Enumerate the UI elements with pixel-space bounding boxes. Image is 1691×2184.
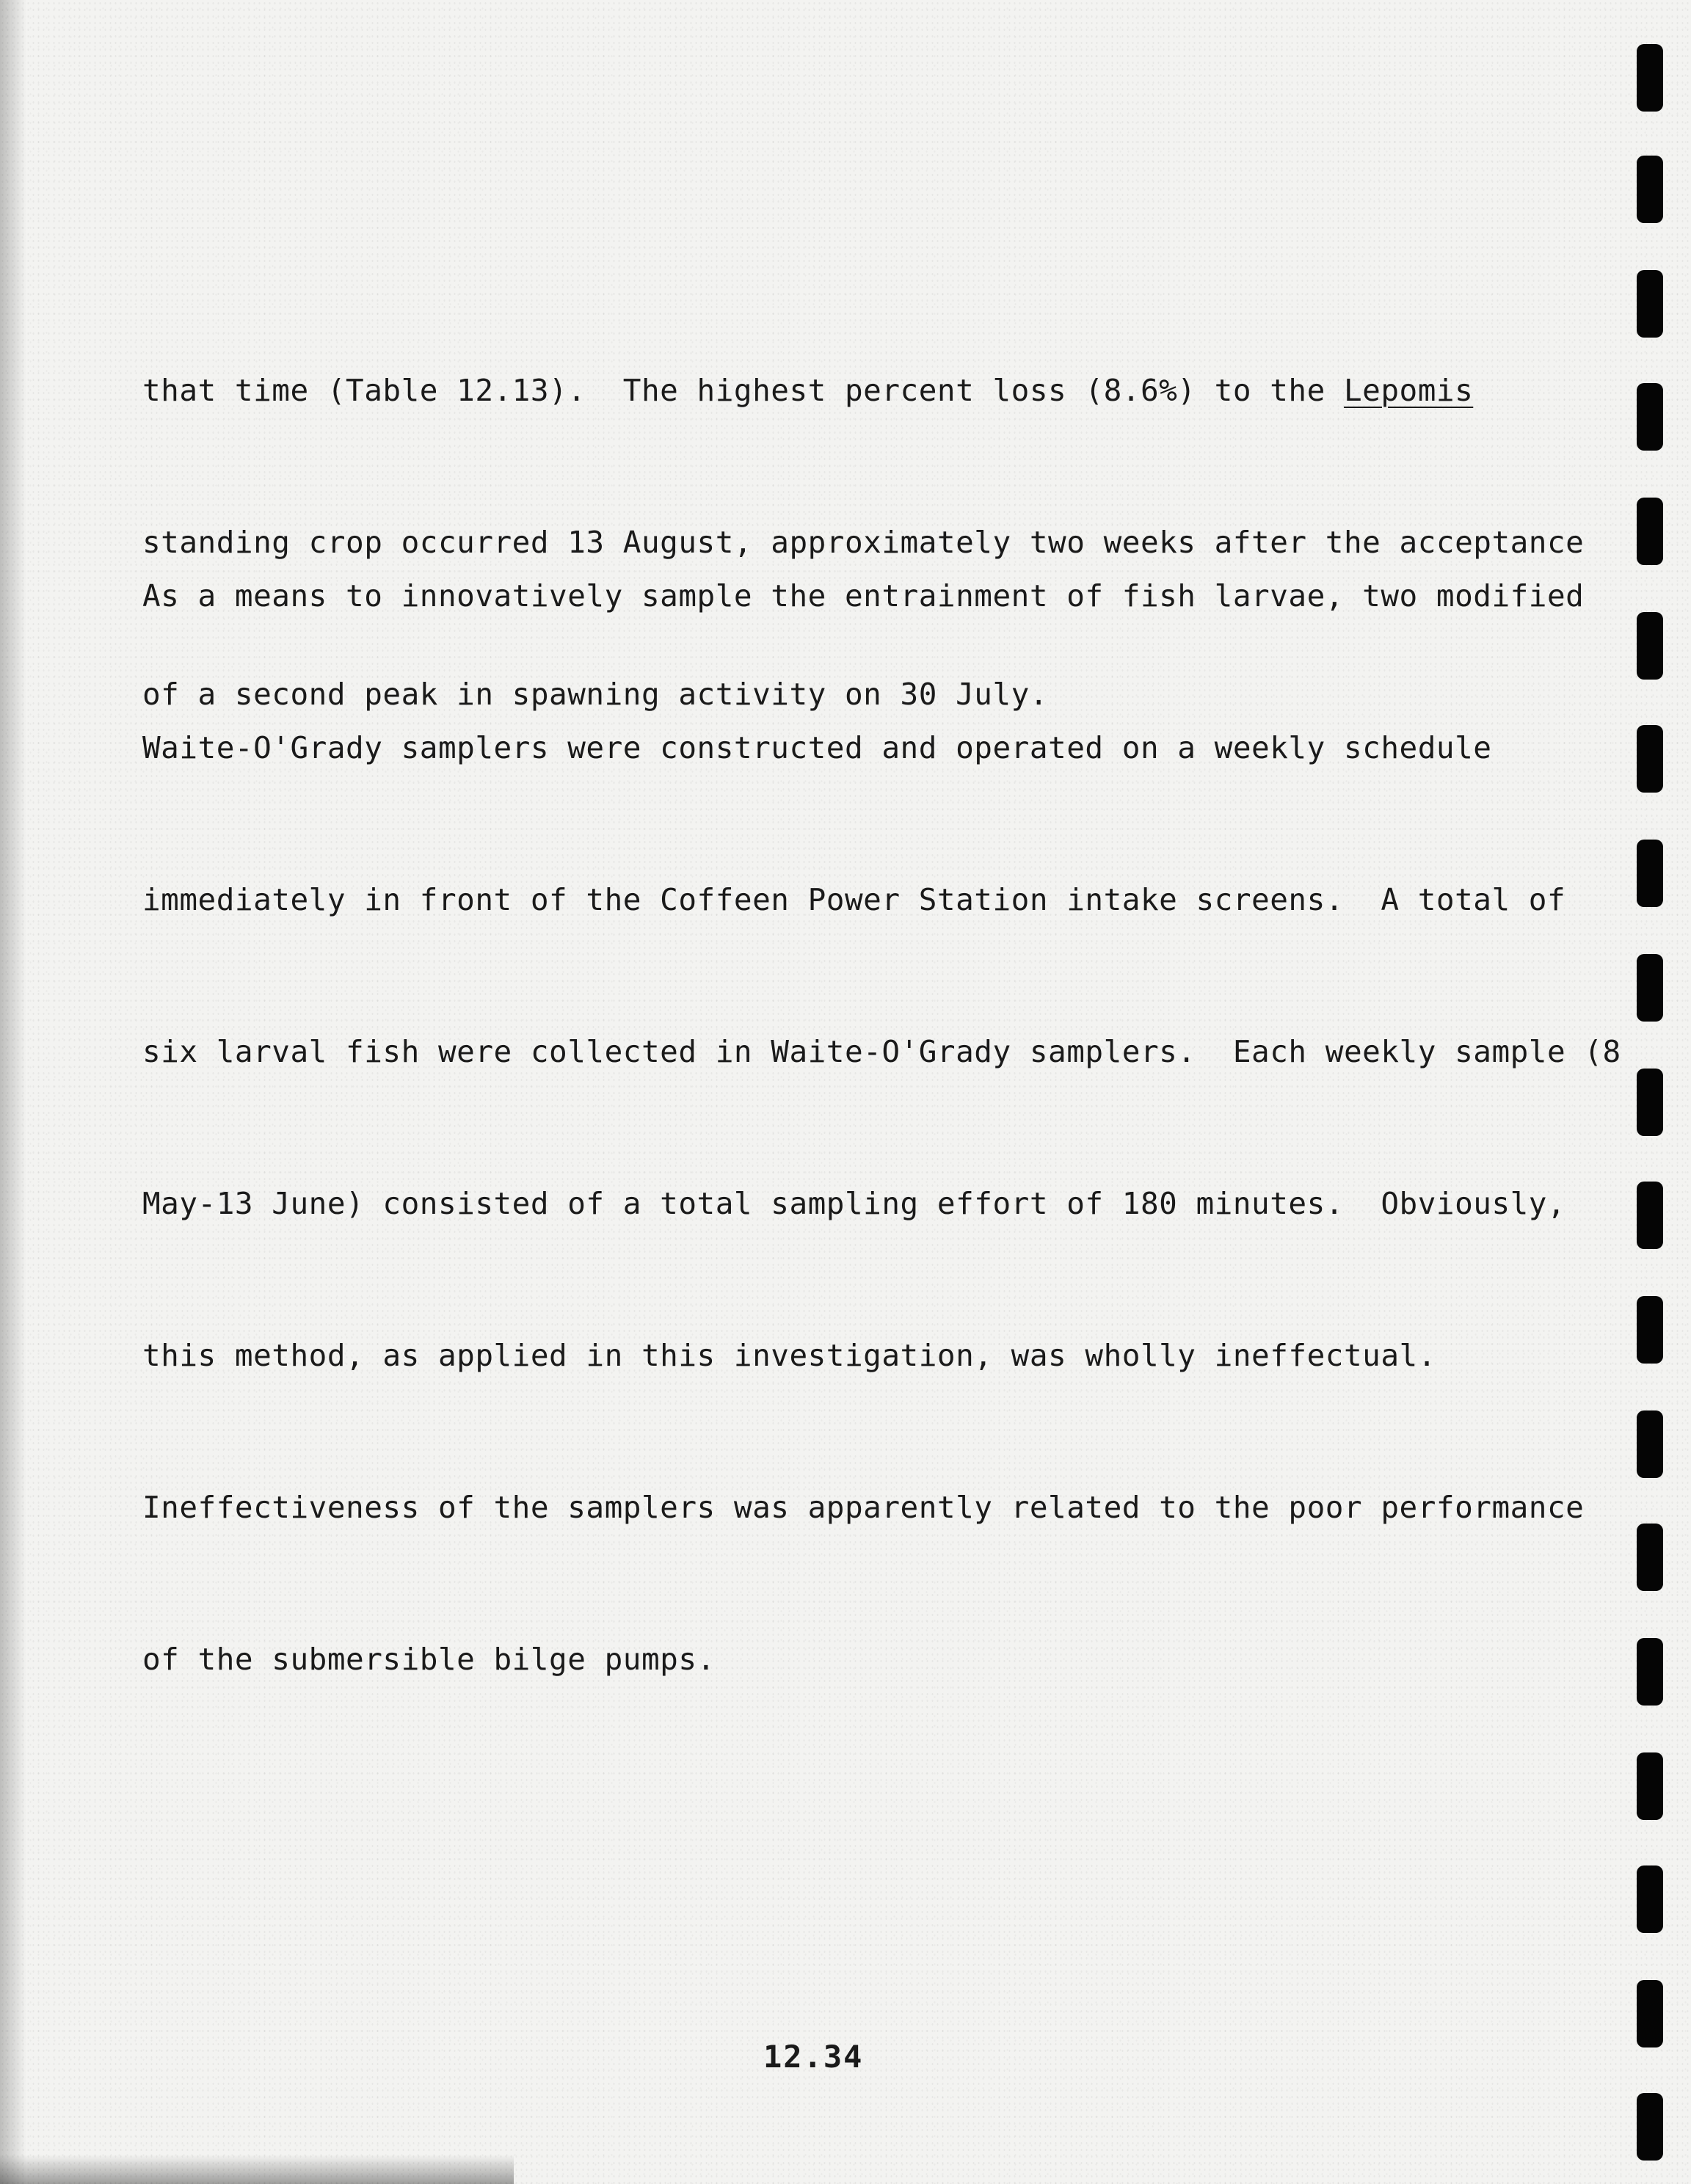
binder-hole — [1637, 1638, 1663, 1706]
binder-hole — [1637, 954, 1663, 1022]
paragraph-line: Waite-O'Grady samplers were constructed and operated on a weekly schedule — [142, 730, 1492, 765]
scan-bottom-edge-shadow — [0, 2155, 514, 2184]
paragraph-line: of a second peak in spawning activity on 30 July. — [142, 677, 1049, 712]
paragraph-line: this method, as applied in this investigation, was wholly ineffectual. — [142, 1338, 1436, 1373]
paragraph-line: immediately in front of the Coffeen Power Station intake screens. A total of — [142, 882, 1566, 917]
binder-hole — [1637, 1752, 1663, 1820]
paragraph-line — [142, 365, 1508, 416]
binder-hole — [1637, 1296, 1663, 1364]
paragraph-line: Ineffectiveness of the samplers was apparently related to the poor performance — [142, 1490, 1585, 1525]
binder-hole — [1637, 498, 1663, 565]
paragraph-waite-ogrady-samplers — [142, 470, 1621, 1786]
binder-hole — [1637, 1980, 1663, 2048]
binder-hole — [1637, 383, 1663, 451]
paragraph-line: May-13 June) consisted of a total sampling effort of 180 minutes. Obviously, — [142, 1186, 1566, 1221]
paragraph-line: As a means to innovatively sample the entrainment of fish larvae, two modified — [142, 578, 1585, 614]
line-text: that time (Table 12.13). The highest percent loss (8.6%) to the — [142, 373, 1344, 408]
binder-hole — [1637, 1069, 1663, 1136]
binder-hole — [1637, 612, 1663, 680]
binder-hole — [1637, 2093, 1663, 2161]
genus-name-lepomis: Lepomis — [1343, 373, 1474, 408]
paragraph-line: six larval fish were collected in Waite-O'Grady samplers. Each weekly sample (8 — [142, 1034, 1621, 1069]
binder-hole — [1637, 725, 1663, 793]
paragraph-line: standing crop occurred 13 August, approximately two weeks after the acceptance — [142, 525, 1585, 560]
page-number: 12.34 — [763, 2039, 864, 2075]
paragraph-line: of the submersible bilge pumps. — [142, 1642, 716, 1677]
scan-left-edge-shadow — [0, 0, 26, 2184]
binder-hole — [1637, 270, 1663, 338]
binder-hole — [1637, 1410, 1663, 1478]
binder-hole — [1637, 1866, 1663, 1933]
binder-hole — [1637, 156, 1663, 223]
binder-hole — [1637, 840, 1663, 907]
binder-hole-strip — [1634, 0, 1670, 2184]
binder-hole — [1637, 44, 1663, 112]
binder-hole — [1637, 1524, 1663, 1591]
binder-hole — [1637, 1182, 1663, 1249]
